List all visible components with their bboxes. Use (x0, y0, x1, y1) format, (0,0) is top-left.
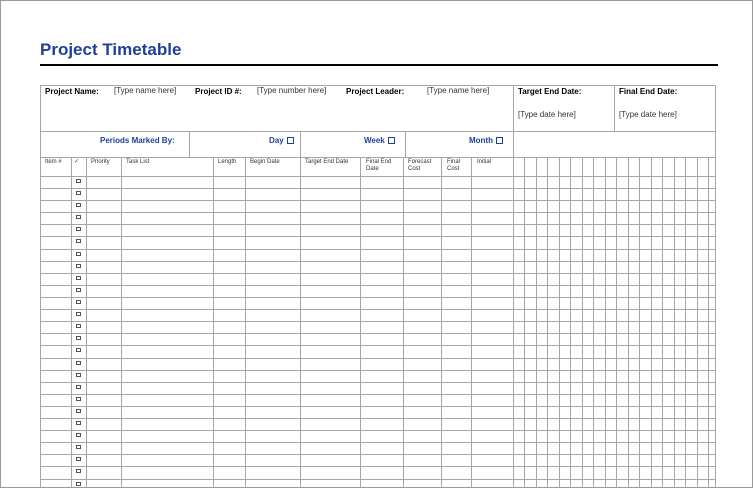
project-id-field[interactable]: [Type number here] (257, 86, 327, 95)
grid-column-line (662, 157, 663, 488)
table-row (40, 224, 715, 225)
page-title: Project Timetable (40, 40, 182, 59)
grid-column-line (616, 157, 617, 488)
table-row (40, 394, 715, 395)
table-row (40, 370, 715, 371)
table-row (40, 176, 715, 177)
column-header-target-end-date: Target End Date (305, 159, 349, 165)
grid-column-line (559, 157, 560, 488)
target-end-date-field[interactable]: [Type date here] (518, 110, 576, 119)
grid-column-line (570, 157, 571, 488)
row-checkbox[interactable] (76, 276, 81, 280)
grid-column-line (300, 157, 301, 488)
row-checkbox[interactable] (76, 457, 81, 461)
row-checkbox[interactable] (76, 336, 81, 340)
title-underline (40, 64, 718, 66)
grid-column-line (121, 157, 122, 488)
column-header-final-cost: Final Cost (447, 159, 461, 172)
grid-column-line (708, 157, 709, 488)
grid-column-line (71, 157, 72, 488)
table-row (40, 479, 715, 480)
row-checkbox[interactable] (76, 385, 81, 389)
grid-column-line (593, 157, 594, 488)
column-header-forecast-cost: Forecast Cost (408, 159, 432, 172)
project-leader-field[interactable]: [Type name here] (427, 86, 490, 95)
column-header-check: ✓ (74, 159, 80, 165)
table-row (40, 297, 715, 298)
grid-column-line (245, 157, 246, 488)
periods-marked-by-label: Periods Marked By: (100, 136, 175, 145)
grid-column-line (674, 157, 675, 488)
period-month-label: Month (469, 136, 493, 145)
table-row (40, 382, 715, 383)
row-checkbox[interactable] (76, 397, 81, 401)
table-row (40, 333, 715, 334)
period-day-option[interactable] (269, 136, 294, 145)
row-checkbox[interactable] (76, 324, 81, 328)
row-checkbox[interactable] (76, 288, 81, 292)
checkbox-icon[interactable] (388, 137, 395, 144)
row-checkbox[interactable] (76, 361, 81, 365)
grid-column-line (605, 157, 606, 488)
grid-column-line (213, 157, 214, 488)
table-row (40, 466, 715, 467)
row-checkbox[interactable] (76, 300, 81, 304)
row-checkbox[interactable] (76, 239, 81, 243)
period-day-label: Day (269, 136, 284, 145)
grid-column-line (441, 157, 442, 488)
table-row (40, 273, 715, 274)
row-checkbox[interactable] (76, 445, 81, 449)
column-header-priority: Priority (91, 159, 110, 165)
table-row (40, 454, 715, 455)
table-row (40, 212, 715, 213)
table-row (40, 188, 715, 189)
row-checkbox[interactable] (76, 373, 81, 377)
row-checkbox[interactable] (76, 252, 81, 256)
row-checkbox[interactable] (76, 312, 81, 316)
row-checkbox[interactable] (76, 482, 81, 486)
grid-column-line (513, 157, 514, 488)
row-checkbox[interactable] (76, 264, 81, 268)
grid-column-line (628, 157, 629, 488)
table-row (40, 345, 715, 346)
grid-column-line (697, 157, 698, 488)
grid-column-line (685, 157, 686, 488)
column-header-task-list: Task List (126, 159, 150, 165)
row-checkbox[interactable] (76, 433, 81, 437)
table-row (40, 406, 715, 407)
grid-column-line (471, 157, 472, 488)
table-row (40, 309, 715, 310)
grid-column-line (403, 157, 404, 488)
project-id-label: Project ID #: (195, 87, 242, 96)
checkbox-icon[interactable] (287, 137, 294, 144)
column-header-length: Length (218, 159, 237, 165)
row-checkbox[interactable] (76, 421, 81, 425)
table-row (40, 261, 715, 262)
grid-column-line (524, 157, 525, 488)
row-checkbox[interactable] (76, 203, 81, 207)
table-row (40, 249, 715, 250)
table-row (40, 430, 715, 431)
table-row (40, 200, 715, 201)
grid-column-line (86, 157, 87, 488)
row-checkbox[interactable] (76, 191, 81, 195)
grid-column-line (360, 157, 361, 488)
row-checkbox[interactable] (76, 227, 81, 231)
project-leader-label: Project Leader: (346, 87, 405, 96)
table-row (40, 321, 715, 322)
row-checkbox[interactable] (76, 179, 81, 183)
row-checkbox[interactable] (76, 348, 81, 352)
table-row (40, 418, 715, 419)
row-checkbox[interactable] (76, 409, 81, 413)
project-name-label: Project Name: (45, 87, 99, 96)
grid-column-line (651, 157, 652, 488)
row-checkbox[interactable] (76, 215, 81, 219)
project-name-field[interactable]: [Type name here] (114, 86, 177, 95)
table-row (40, 442, 715, 443)
row-checkbox[interactable] (76, 469, 81, 473)
final-end-date-label: Final End Date: (619, 87, 678, 96)
column-header-final-end-date: Final End Date (366, 159, 392, 172)
period-week-option[interactable] (364, 136, 395, 145)
target-end-date-label: Target End Date: (518, 87, 582, 96)
column-header-begin-date: Begin Date (250, 159, 280, 165)
checkbox-icon[interactable] (496, 137, 503, 144)
final-end-date-field[interactable]: [Type date here] (619, 110, 677, 119)
grid-column-line (547, 157, 548, 488)
period-week-label: Week (364, 136, 385, 145)
period-month-option[interactable] (469, 136, 503, 145)
grid-column-line (639, 157, 640, 488)
table-row (40, 358, 715, 359)
table-row (40, 236, 715, 237)
table-row (40, 285, 715, 286)
column-header-initial: Initial (477, 159, 492, 165)
column-header-item: Item # (45, 159, 62, 165)
grid-column-line (582, 157, 583, 488)
grid-column-line (536, 157, 537, 488)
